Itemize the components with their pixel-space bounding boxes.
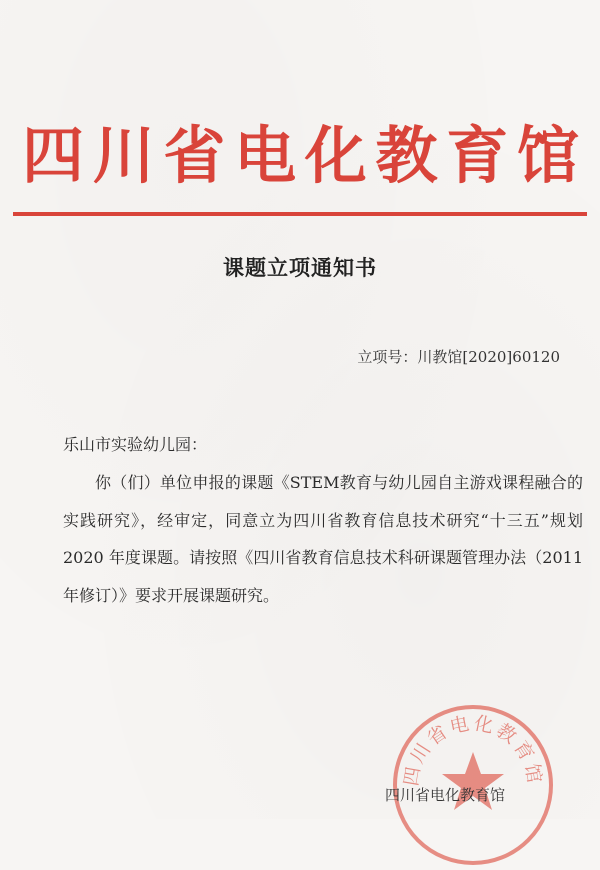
org-header-char: 四: [21, 119, 84, 192]
org-header-char: 育: [446, 119, 509, 192]
org-header-char: 馆: [516, 119, 579, 192]
org-header-char: 教: [375, 119, 438, 192]
addressee: 乐山市实验幼儿园：: [63, 435, 208, 454]
org-header-char: 电: [234, 119, 297, 192]
org-header: [18, 112, 583, 200]
body-paragraph: 你（们）单位申报的课题《STEM教育与幼儿园自主游戏课程融合的实践研究》，经审定，同意立为四川省教育信息技术研究“十三五”规划 2020 年度课题。请按照《四川省教育信息技术科研课题管理办法（2011年修订）》要求开展课题研究。: [63, 473, 583, 605]
seal-text: 四川省电化教育馆: [400, 712, 546, 788]
header-divider: [13, 212, 587, 216]
document-title: 课题立项通知书: [223, 255, 377, 280]
org-header-char: 化: [304, 119, 367, 192]
org-header-char: 川: [92, 119, 155, 192]
signature: 四川省电化教育馆: [385, 786, 506, 804]
reference-number: 立项号：川教馆[2020]60120: [357, 348, 560, 366]
org-header-char: 省: [163, 119, 226, 192]
